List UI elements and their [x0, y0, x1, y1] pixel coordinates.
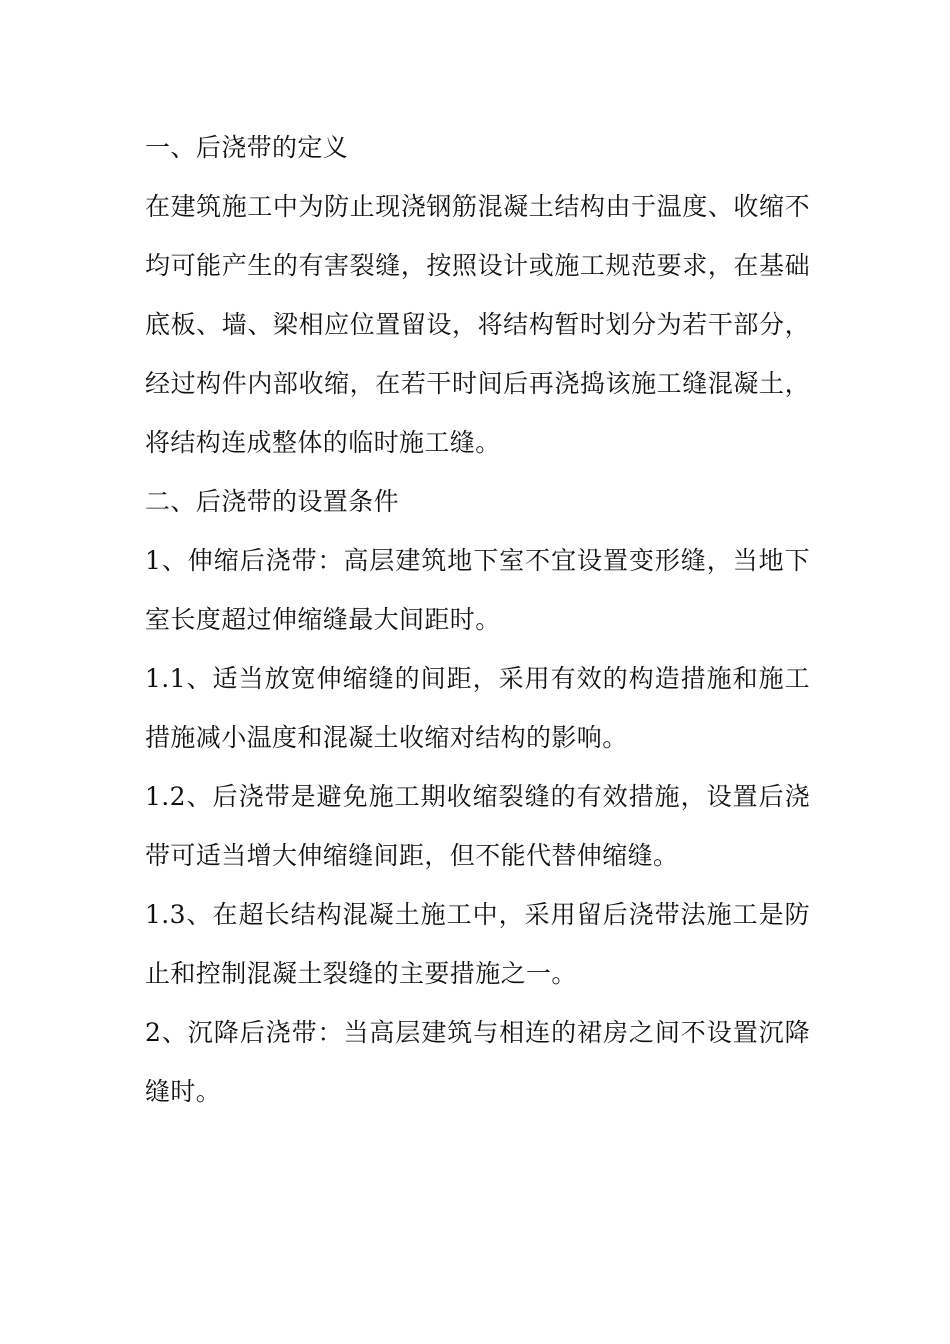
list-item-1-2: 1.2、后浇带是避免施工期收缩裂缝的有效措施，设置后浇带可适当增大伸缩缝间距，但不能代替伸缩缝。: [145, 782, 810, 870]
list-item-expansion-post-pour-strip: 1、伸缩后浇带：高层建筑地下室不宜设置变形缝，当地下室长度超过伸缩缝最大间距时。: [145, 546, 810, 634]
list-item-1-3: 1.3、在超长结构混凝土施工中，采用留后浇带法施工是防止和控制混凝土裂缝的主要措施之一。: [145, 900, 810, 988]
list-item-1-1: 1.1、适当放宽伸缩缝的间距，采用有效的构造措施和施工措施减小温度和混凝土收缩对结构的影响。: [145, 664, 810, 752]
section-heading-conditions: 二、后浇带的设置条件: [145, 487, 400, 516]
definition-paragraph: 在建筑施工中为防止现浇钢筋混凝土结构由于温度、收缩不均可能产生的有害裂缝，按照设计或施工规范要求，在基础底板、墙、梁相应位置留设，将结构暂时划分为若干部分，经过构件内部收缩，在若干时间后再浇捣该施工缝混凝土，将结构连成整体的临时施工缝。: [145, 192, 810, 457]
list-item-settlement-post-pour-strip: 2、沉降后浇带：当高层建筑与相连的裙房之间不设置沉降缝时。: [145, 1018, 810, 1106]
document-page: [145, 118, 810, 1121]
section-heading-definition: 一、后浇带的定义: [145, 133, 349, 162]
